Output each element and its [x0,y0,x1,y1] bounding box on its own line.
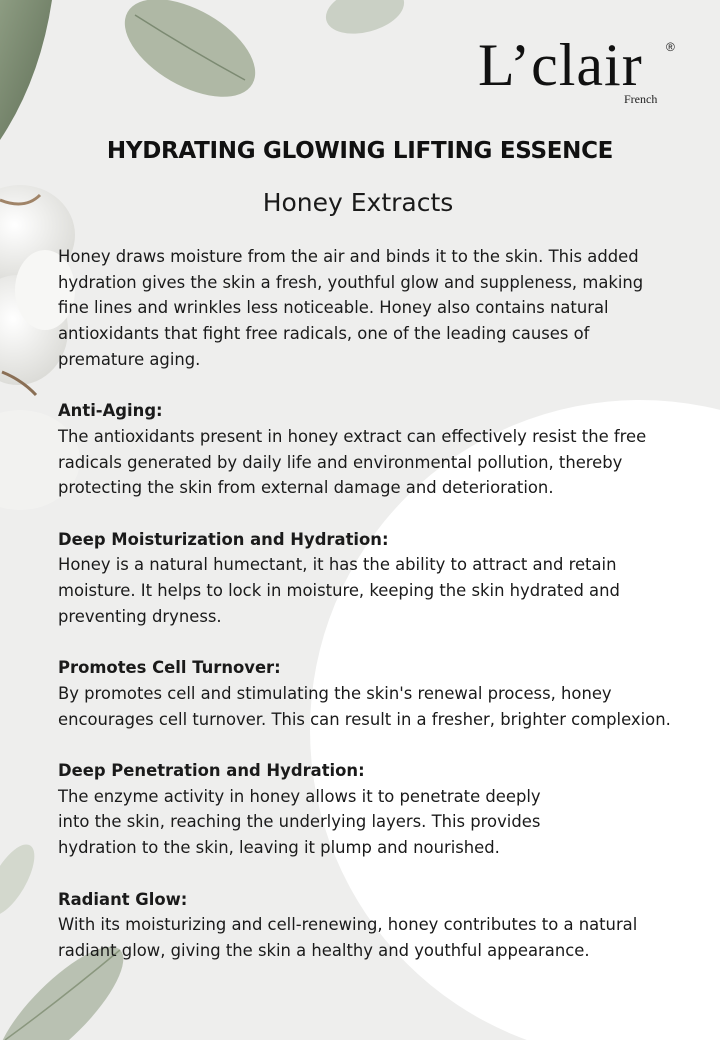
section-heading: Deep Moisturization and Hydration: [58,529,389,549]
page-title: HYDRATING GLOWING LIFTING ESSENCE [106,138,614,164]
section-heading: Anti-Aging: [58,401,163,421]
registered-mark: ® [666,40,675,54]
section-heading: Deep Penetration and Hydration: [58,761,365,780]
logo-wordmark: L’clair [478,32,643,98]
section-heading: Radiant Glow: [58,889,188,909]
section-text: The antioxidants present in honey extract can effectively resist the free radicals generated by daily life and environmental pollution, thereby protecting the skin from external damage and deterioration. [58,426,647,498]
brand-logo [478,30,683,110]
section-anti-aging [58,398,678,501]
section-deep-penetration [58,758,678,861]
page-subtitle: Honey Extracts [262,188,454,217]
section-deep-moisturization [58,527,678,630]
intro-paragraph: Honey draws moisture from the air and binds it to the skin. This added hydration gives the skin a fresh, youthful glow and suppleness, making fine lines and wrinkles less noticeable. Honey also contains natural antioxidants that fight free radicals, one of the leading causes of premature aging. [58,247,644,369]
logo-subtitle: French [624,92,658,106]
article-body [58,244,678,989]
section-text: Honey is a natural humectant, it has the ability to attract and retain moisture. It helps to lock in moisture, keeping the skin hydrated and preventing dryness. [58,555,620,626]
section-text: With its moisturizing and cell-renewing, honey contributes to a natural radiant glow, giving the skin a healthy and youthful appearance. [58,915,638,960]
section-radiant-glow [58,887,678,964]
section-text: By promotes cell and stimulating the skin's renewal process, honey encourages cell turnover. This can result in a fresher, brighter complexion. [58,683,671,729]
section-text: The enzyme activity in honey allows it to penetrate deeply into the skin, reaching the underlying layers. This provides hydration to the skin, leaving it plump and nourished. [58,786,541,858]
section-cell-turnover [58,655,678,732]
section-heading: Promotes Cell Turnover: [58,658,281,678]
